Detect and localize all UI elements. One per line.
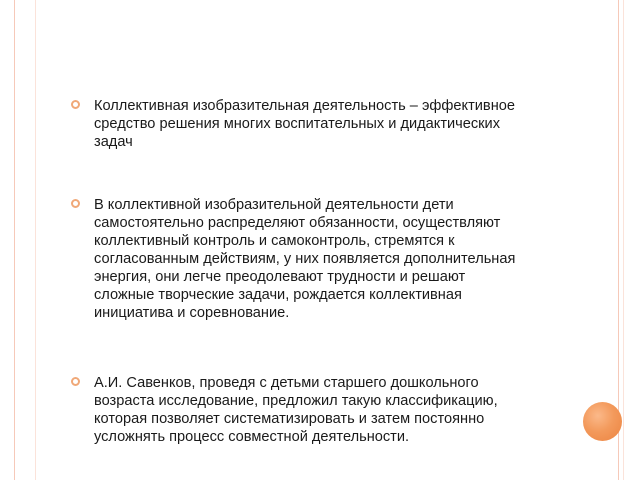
- bullet-circle-icon: [71, 377, 80, 386]
- bullet-text-2: В коллективной изобразительной деятельности дети самостоятельно распределяют обязанности, осуществляют коллективный контроль и самоконтроль, стремятся к согласованным действиям, у них появляется дополнительная энергия, они легче преодолевают трудности и решают сложные творческие задачи, рождается коллективная инициатива и соревнование.: [94, 197, 516, 321]
- slide: [14, 0, 619, 480]
- bullet-text-3: А.И. Савенков, проведя с детьми старшего дошкольного возраста исследование, предложил такую классификацию, которая позволяет систематизировать и затем постоянно усложнять процесс совместной деятельности.: [94, 375, 498, 445]
- bullet-circle-icon: [71, 100, 80, 109]
- bullet-text-1: Коллективная изобразительная деятельность – эффективное средство решения многих воспитательных и дидактических задач: [94, 98, 515, 150]
- bullet-circle-icon: [71, 199, 80, 208]
- decorative-circle-icon: [583, 402, 622, 441]
